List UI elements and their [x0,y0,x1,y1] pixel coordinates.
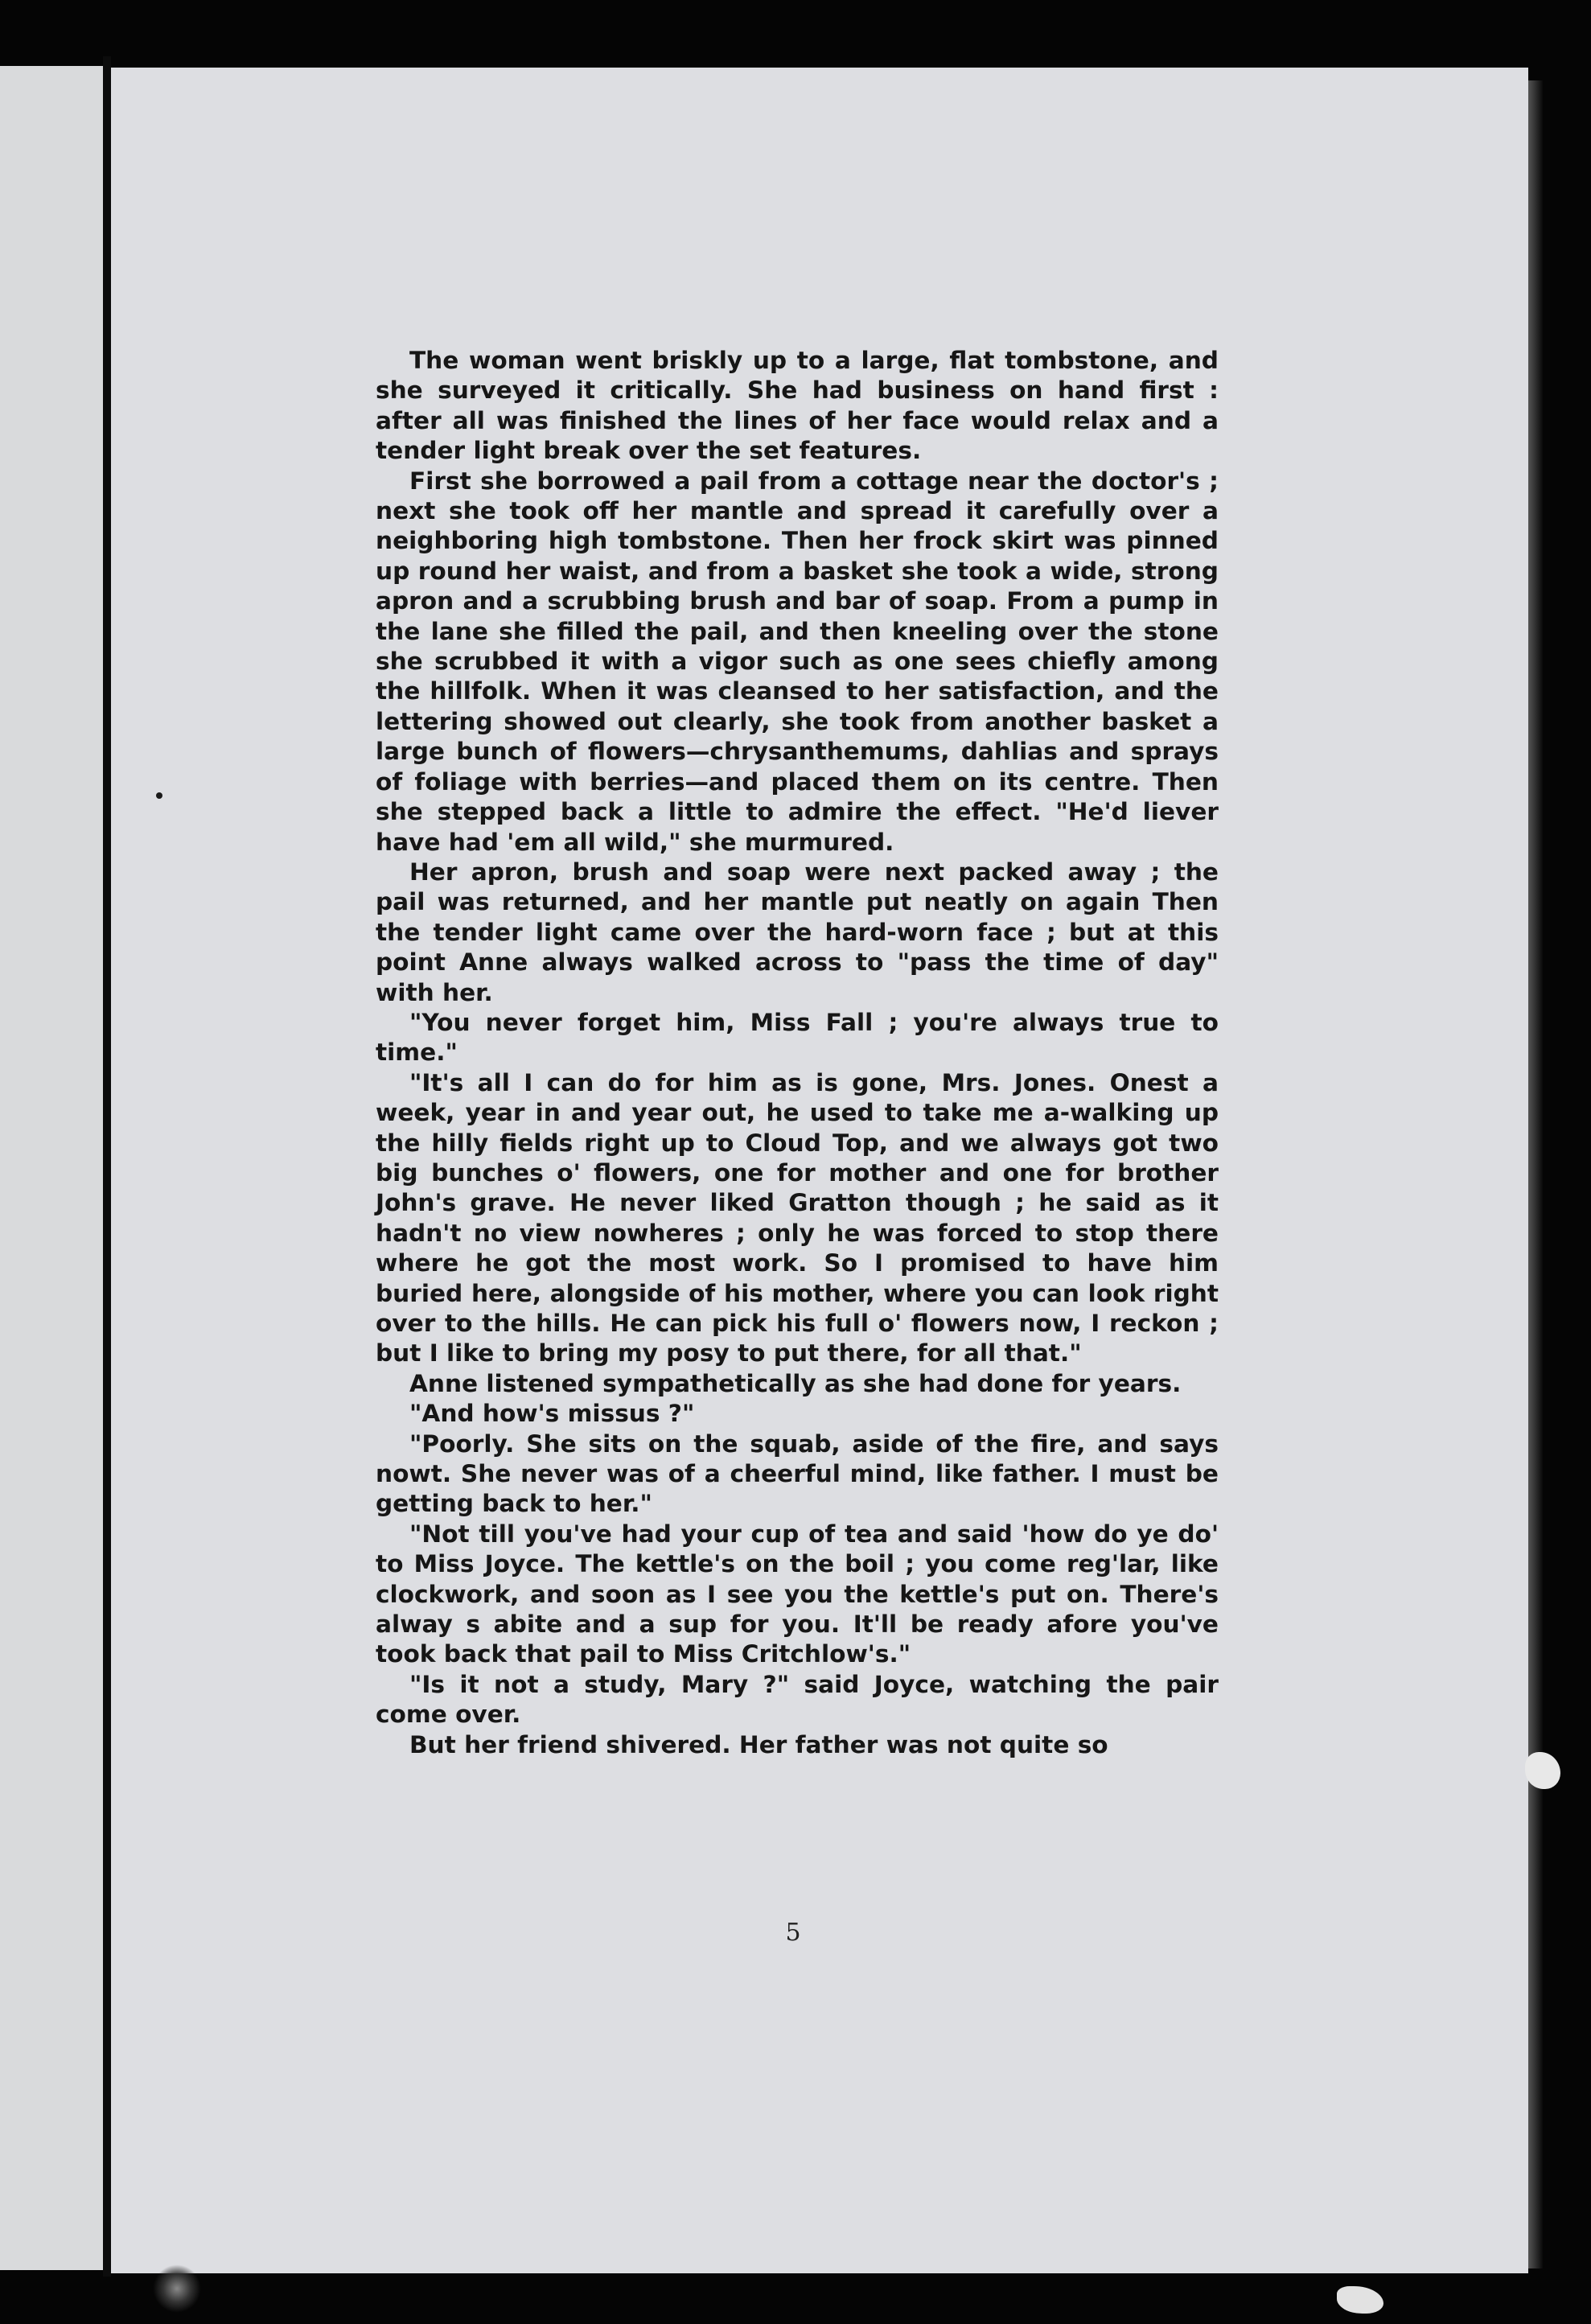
paragraph: First she borrowed a pail from a cottage near the doctor's ; next she took off her mantle and spread it carefully over a neighboring high tombstone. Then her frock skirt was pinned up round her waist, and from a basket she took a wide, strong apron and a scrubbing brush and bar of soap. From a pump in the lane she filled the pail, and then kneeling over the stone she scrubbed it with a vigor such as one sees chiefly among the hillfolk. When it was cleansed to her satisfaction, and the lettering showed out clearly, she took from another basket a large bunch of flowers—chrysanthemums, dahlias and sprays of foliage with berries—and placed them on its centre. Then she stepped back a little to admire the effect. "He'd liever have had 'em all wild," she murmured. [376,467,1219,856]
scan-glare [153,2264,201,2313]
left-page-edge [0,66,103,2270]
page-edge-shadow [1528,80,1543,2268]
margin-dot [156,792,162,799]
paper-damage-spot [1525,1752,1560,1789]
paragraph: Her apron, brush and soap were next packed away ; the pail was returned, and her mantle put neatly on again Then the tender light came over the hard-worn face ; but at this point Anne always walked across to "pass the time of day" with her. [376,858,1219,1006]
paragraph: "Poorly. She sits on the squab, aside of the fire, and says nowt. She never was of a cheerful mind, like father. I must be getting back to her." [376,1429,1219,1518]
paper-damage-spot [1337,2286,1383,2314]
page-text [376,346,1219,1760]
paragraph: "And how's missus ?" [409,1400,695,1428]
page-number: 5 [785,1919,801,1947]
paragraph: The woman went briskly up to a large, flat tombstone, and she surveyed it critically. She had business on hand first : after all was finished the lines of her face would relax and a tender light break over the set features. [376,347,1219,465]
paragraph: Anne listened sympathetically as she had done for years. [409,1369,1182,1397]
paragraph: But her friend shivered. Her father was not quite so [409,1730,1108,1758]
paragraph: "It's all I can do for him as is gone, Mrs. Jones. Onest a week, year in and year out, he used to take me a-walking up the hilly fields right up to Cloud Top, and we always got two big bunches o' flowers, one for mother and one for brother John's grave. He never liked Gratton though ; he said as it hadn't no view nowheres ; only he was forced to stop there where he got the most work. So I promised to have him buried here, alongside of his mother, where you can look right over to the hills. He can pick his full o' flowers now, I reckon ; but I like to bring my posy to put there, for all that." [376,1068,1219,1368]
paragraph: "You never forget him, Miss Fall ; you're always true to time." [376,1008,1219,1067]
paragraph: "Not till you've had your cup of tea and said 'how do ye do' to Miss Joyce. The kettle's on the boil ; you come reg'lar, like clockwork, and soon as I see you the kettle's put on. There's alway s abite and a sup for you. It'll be ready afore you've took back that pail to Miss Critchlow's." [376,1520,1219,1668]
paragraph: "Is it not a study, Mary ?" said Joyce, watching the pair come over. [376,1670,1219,1729]
page-gutter [103,56,111,2277]
